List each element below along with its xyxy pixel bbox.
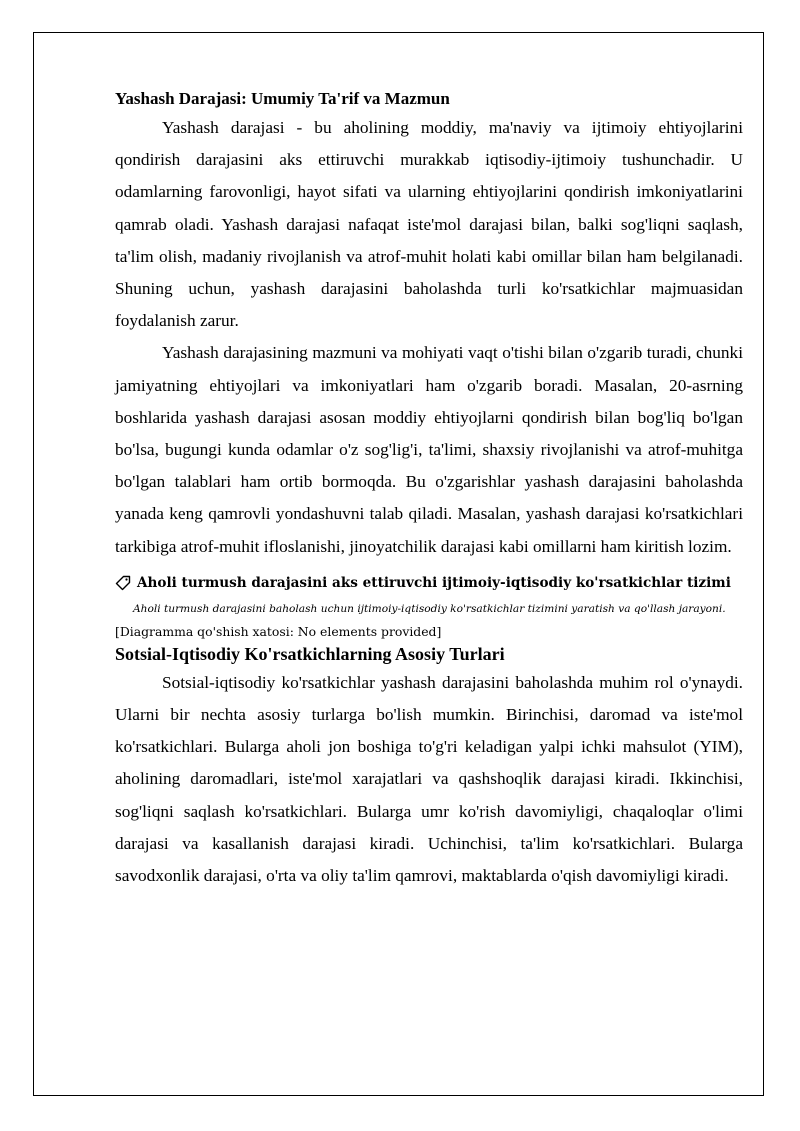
figure-title: Aholi turmush darajasini aks ettiruvchi ijtimoiy-iqtisodiy ko'rsatkichlar tizimi — [137, 574, 731, 591]
paragraph: Sotsial-iqtisodiy ko'rsatkichlar yashash darajasini baholashda muhim rol o'ynaydi. Ularni bir nechta asosiy turlarga bo'lish mumkin. Birinchisi, daromad va iste'mol ko'rsatkichlari. Bularga aholi jon boshiga to'g'ri keladigan yalpi ichki mahsulot (YIM), aholining daromadlari, iste'mol xarajatlari va qashshoqlik darajasi kiradi. Ikkinchisi, sog'liqni saqlash ko'rsatkichlari. Bularga umr ko'rish davomiyligi, chaqaloqlar o'limi darajasi va kasallanish darajasi kiradi. Uchinchisi, ta'lim ko'rsatkichlari. Bularga savodxonlik darajasi, o'rta va oliy ta'lim qamrovi, maktablarda o'qish davomiyligi kiradi. — [115, 672, 743, 886]
figure-caption: Aholi turmush darajasini baholash uchun ijtimoiy-iqtisodiy ko'rsatkichlar tizimini yaratish va qo'llash jarayoni. — [133, 602, 726, 615]
figure-title-row — [115, 573, 743, 593]
section-title: Yashash Darajasi: Umumiy Ta'rif va Mazmun — [115, 89, 450, 108]
paragraph: Yashash darajasining mazmuni va mohiyati vaqt o'tishi bilan o'zgarib turadi, chunki jamiyatning ehtiyojlari va imkoniyatlari ham o'zgarib boradi. Masalan, 20-asrning boshlarida yashash darajasi asosan moddiy ehtiyojlarni qondirish bilan bog'liq bo'lgan bo'lsa, bugungi kunda odamlar o'z sog'lig'i, ta'limi, shaxsiy rivojlanishi va atrof-muhitga bo'lgan talablari ham ortib bormoqda. Bu o'zgarishlar yashash darajasini baholashda yanada keng qamrovli yondashuvni talab qiladi. Masalan, yashash darajasi ko'rsatkichlari tarkibiga atrof-muhit ifloslanishi, jinoyatchilik darajasi kabi omillarni ham kiritish lozim. — [115, 343, 743, 556]
paragraph: Yashash darajasi - bu aholining moddiy, ma'naviy va ijtimoiy ehtiyojlarini qondirish darajasini aks ettiruvchi murakkab iqtisodiy-ijtimoiy tushunchadir. U odamlarning farovonligi, hayot sifati va ularning ehtiyojlarini qondirish imkoniyatlarini qamrab oladi. Yashash darajasi nafaqat iste'mol darajasi bilan, balki sog'liqni saqlash, ta'lim olish, madaniy rivojlanish va atrof-muhit holati kabi omillar bilan ham belgilanadi. Shuning uchun, yashash darajasini baholashda turli ko'rsatkichlar majmuasidan foydalanish zarur. — [115, 118, 743, 331]
section-title: Sotsial-Iqtisodiy Ko'rsatkichlarning Asosiy Turlari — [115, 643, 505, 664]
tag-icon — [115, 575, 131, 591]
document-body — [115, 86, 743, 892]
figure-error-message: [Diagramma qo'shish xatosi: No elements provided] — [115, 623, 442, 639]
figure-block — [115, 573, 743, 641]
